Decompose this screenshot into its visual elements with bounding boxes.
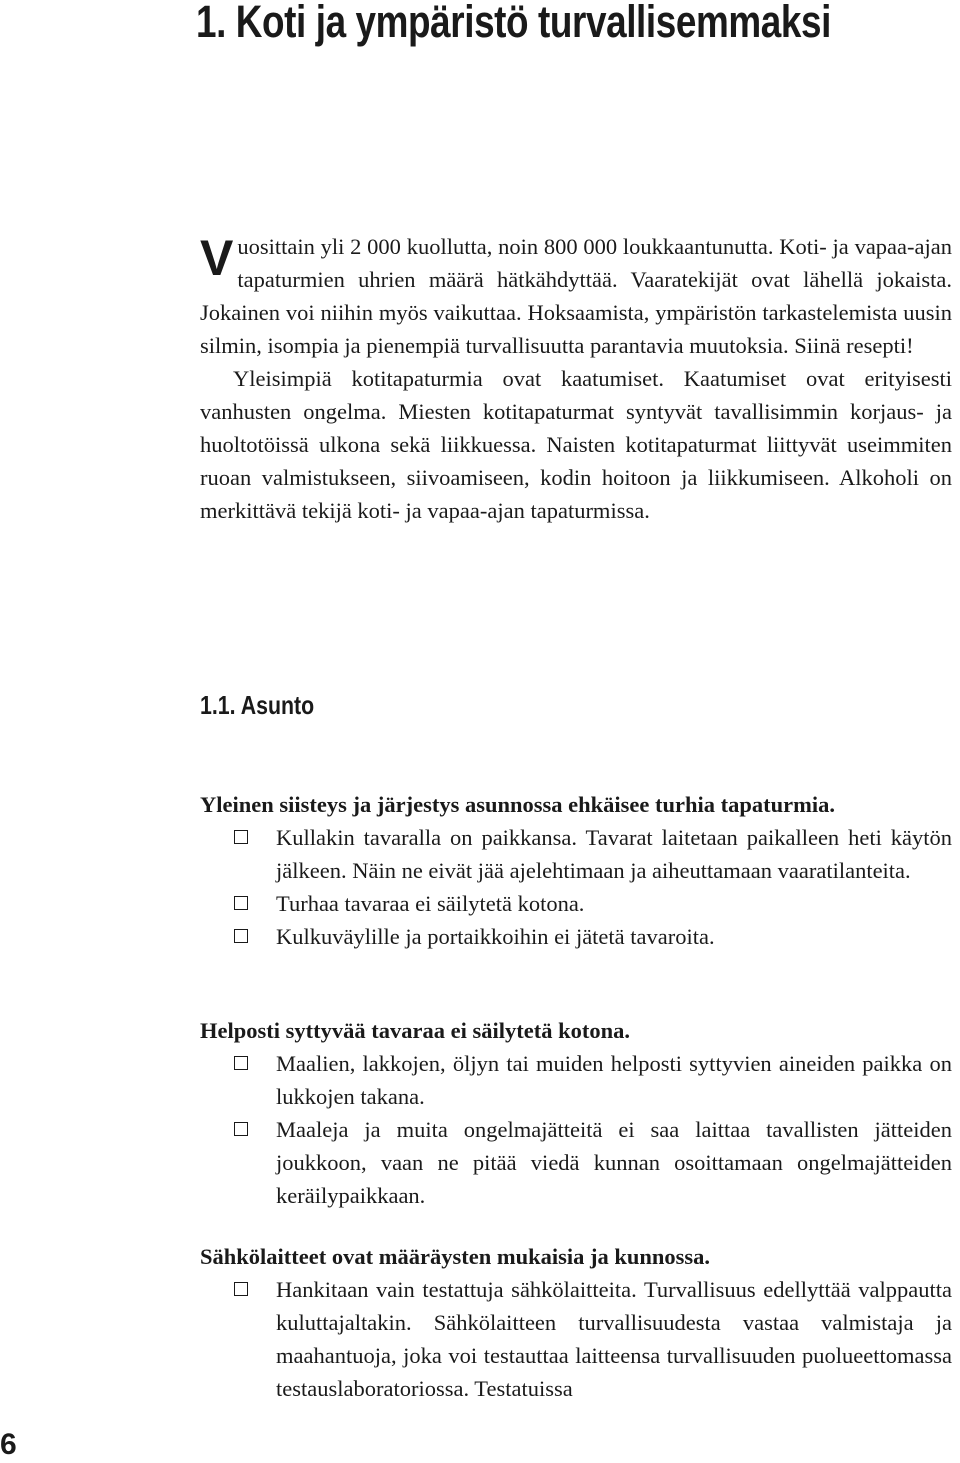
checklist-item: [200, 920, 952, 953]
drop-cap: V: [200, 230, 234, 286]
chapter-title: 1. Koti ja ympäristö turvallisemmaksi: [196, 0, 831, 47]
group-heading: Sähkölaitteet ovat määräysten mukaisia ja kunnossa.: [200, 1244, 711, 1269]
checkbox-icon: [234, 830, 248, 844]
checklist-item-text: Kulkuväylille ja portaikkoihin ei jätetä tavaroita.: [276, 924, 715, 949]
checklist: [200, 821, 952, 953]
checkbox-icon: [234, 896, 248, 910]
checklist-item-text: Kullakin tavaralla on paikkansa. Tavarat laitetaan paikalleen heti käytön jälkeen. Näin ne eivät jää ajelehtimaan ja aiheuttamaan vaaratilanteita.: [276, 825, 952, 883]
checkbox-icon: [234, 1282, 248, 1296]
checkbox-icon: [234, 1122, 248, 1136]
section-heading: 1.1. Asunto: [200, 690, 315, 720]
checklist-item-text: Turhaa tavaraa ei säilytetä kotona.: [276, 891, 585, 916]
group-heading: Helposti syttyvää tavaraa ei säilytetä kotona.: [200, 1018, 630, 1043]
checklist-item: [200, 1047, 952, 1113]
checklist-item: [200, 1113, 952, 1212]
page-number: 6: [0, 1428, 17, 1461]
intro-paragraph-1-text: uosittain yli 2 000 kuollutta, noin 800 000 loukkaantunutta. Koti- ja vapaa-ajan tapaturmien uhrien määrä hätkähdyttää. Vaaratekijät ovat lähellä jokaista. Jokainen voi niihin myös vaikuttaa. Hoksaamista, ympäristön tarkastelemista uusin silmin, isompia ja pienempiä turvallisuutta parantavia muutoksia. Siinä resepti!: [200, 234, 952, 358]
checklist-item-text: Maalien, lakkojen, öljyn tai muiden helposti syttyvien aineiden paikka on lukkojen takana.: [276, 1051, 952, 1109]
checklist-item: [200, 887, 952, 920]
checkbox-icon: [234, 1056, 248, 1070]
checklist-item: [200, 821, 952, 887]
checklist-item: [200, 1273, 952, 1405]
checklist: [200, 1273, 952, 1405]
checklist-item-text: Maaleja ja muita ongelmajätteitä ei saa laittaa tavallisten jätteiden joukkoon, vaan ne pitää viedä kunnan osoittamaan ongelmajätteiden keräilypaikkaan.: [276, 1117, 952, 1208]
checklist: [200, 1047, 952, 1212]
checkbox-icon: [234, 929, 248, 943]
checklist-group-flammables: [200, 1014, 952, 1212]
group-heading: Yleinen siisteys ja järjestys asunnossa ehkäisee turhia tapaturmia.: [200, 792, 836, 817]
checklist-group-electrical: [200, 1240, 952, 1405]
intro-paragraph-1: [200, 230, 952, 362]
intro-text: [200, 230, 952, 527]
checklist-group-tidiness: [200, 788, 952, 953]
checklist-item-text: Hankitaan vain testattuja sähkölaitteita. Turvallisuus edellyttää valppautta kuluttajaltakin. Sähkölaitteen turvallisuudesta vastaa valmistaja ja maahantuoja, joka voi testauttaa laitteensa turvallisuuden puolueettomassa testauslaboratoriossa. Testatuissa: [276, 1277, 952, 1401]
intro-paragraph-2: Yleisimpiä kotitapaturmia ovat kaatumiset. Kaatumiset ovat erityisesti vanhusten ongelma. Miesten kotitapaturmat syntyvät tavallisimmin korjaus- ja huoltotöissä ulkona sekä liikkuessa. Naisten kotitapaturmat liittyvät useimmiten ruoan valmistukseen, siivoamiseen, kodin hoitoon ja liikkumiseen. Alkoholi on merkittävä tekijä koti- ja vapaa-ajan tapaturmissa.: [200, 366, 952, 523]
